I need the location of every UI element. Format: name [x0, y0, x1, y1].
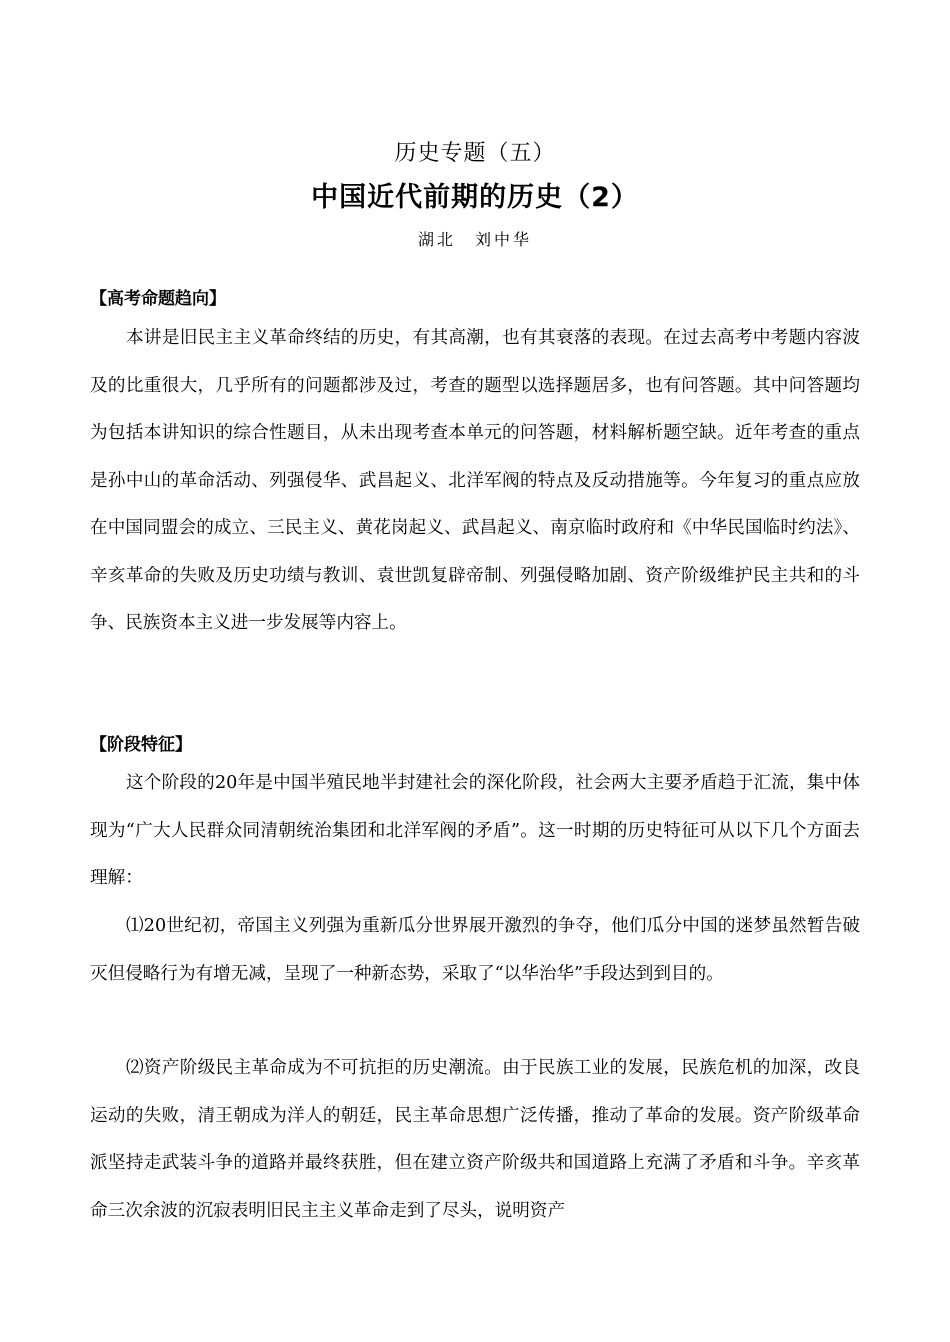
document-title: 中国近代前期的历史（2）	[311, 182, 639, 213]
paragraph-point-1: ⑴20世纪初，帝国主义列强为重新瓜分世界展开激烈的争夺，他们瓜分中国的迷梦虽然暂告破灭但侵略行为有增无减，呈现了一种新态势，采取了“以华治华”手段达到到目的。	[90, 916, 860, 984]
paragraph-point-2: ⑵资产阶级民主革命成为不可抗拒的历史潮流。由于民族工业的发展，民族危机的加深，改良运动的失败，清王朝成为洋人的朝廷，民主革命思想广泛传播，推动了革命的发展。资产阶级革命派坚持走武装斗争的道路并最终获胜，但在建立资产阶级共和国道路上充满了矛盾和斗争。辛亥革命三次余波的沉寂表明旧民主主义革命走到了尽头，说明资产	[90, 1058, 860, 1221]
document-author: 湖北 刘中华	[417, 230, 532, 249]
section-heading-exam-trends: 【高考命题趋向】	[90, 289, 226, 309]
paragraph-exam-trends: 本讲是旧民主主义革命终结的历史，有其高潮，也有其衰落的表现。在过去高考中考题内容波及的比重很大，几乎所有的问题都涉及过，考查的题型以选择题居多，也有问答题。其中问答题均为包括本讲知识的综合性题目，从未出现考查本单元的问答题，材料解析题空缺。近年考查的重点是孙中山的革命活动、列强侵华、武昌起义、北洋军阀的特点及反动措施等。今年复习的重点应放在中国同盟会的成立、三民主义、黄花岗起义、武昌起义、南京临时政府和《中华民国临时约法》、辛亥革命的失败及历史功绩与教训、袁世凯复辟帝制、列强侵略加剧、资产阶级维护民主共和的斗争、民族资本主义进一步发展等内容上。	[90, 328, 860, 633]
section-heading-stage-features: 【阶段特征】	[90, 735, 192, 755]
document-subtitle: 历史专题（五）	[394, 141, 556, 166]
paragraph-stage-intro: 这个阶段的20年是中国半殖民地半封建社会的深化阶段，社会两大主要矛盾趋于汇流，集中体现为“广大人民群众同清朝统治集团和北洋军阀的矛盾”。这一时期的历史特征可从以下几个方面去理解：	[90, 773, 860, 888]
